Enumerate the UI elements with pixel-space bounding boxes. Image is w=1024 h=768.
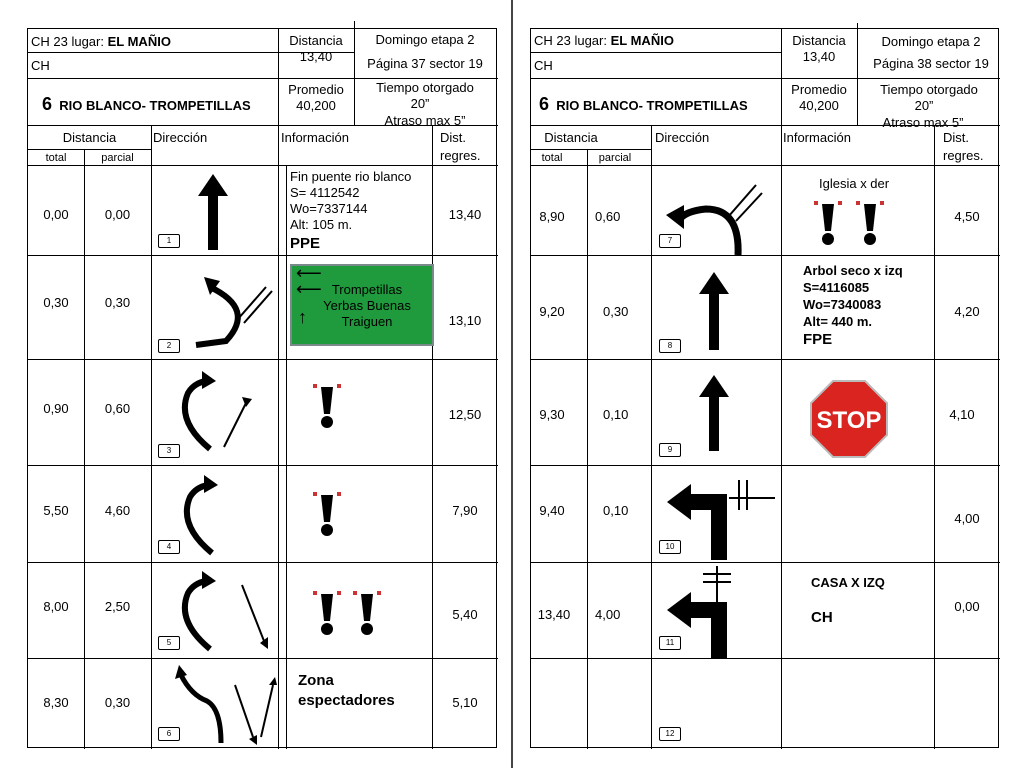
partial-distance: 0,30: [104, 695, 131, 710]
info-bold: CH: [811, 609, 833, 626]
step-number: 8: [659, 339, 681, 353]
remaining-distance: 0,00: [954, 599, 980, 614]
remaining-distance: 13,10: [448, 313, 482, 328]
total-distance: 9,30: [539, 407, 565, 422]
left-arrow-icon: ⟵: [296, 279, 322, 299]
page-sector: Página 37 sector 19: [367, 56, 483, 71]
max-delay: Atraso max 5”: [384, 113, 466, 128]
step-number: 12: [659, 727, 681, 741]
info-bold: FPE: [803, 331, 833, 348]
time-allowed-value: 20”: [410, 96, 430, 111]
caution-icon: [353, 591, 383, 639]
ch-location: CH 23 lugar: EL MAÑIO: [534, 33, 674, 48]
total-distance: 0,90: [43, 401, 69, 416]
hairpin-right-arrow-icon: [176, 571, 276, 656]
winding-road-arrow-icon: [173, 665, 283, 747]
straight-arrow-icon: [699, 375, 729, 453]
col-information: Información: [783, 130, 851, 145]
average-label: Promedio: [288, 82, 344, 97]
col-direction: Dirección: [153, 130, 208, 145]
page-sector: Página 38 sector 19: [873, 56, 989, 71]
distance-value: 13,40: [299, 49, 333, 64]
time-allowed-label: Tiempo otorgado: [376, 80, 474, 95]
ch-label: CH: [534, 58, 553, 73]
col-regres: regres.: [943, 148, 984, 163]
total-distance: 0,00: [43, 207, 69, 222]
step-number: 1: [158, 234, 180, 248]
info-bold: espectadores: [298, 692, 395, 709]
right-curve-arrow-icon: [188, 269, 268, 349]
partial-distance: 4,00: [595, 607, 621, 622]
sign-line: Yerbas Buenas: [323, 298, 411, 313]
stop-sign-text: STOP: [816, 407, 882, 434]
col-total: total: [541, 152, 563, 164]
col-partial: parcial: [101, 152, 134, 164]
page-divider: [511, 0, 513, 768]
distance-label: Distancia: [289, 33, 343, 48]
total-distance: 9,40: [539, 503, 565, 518]
info-line: Alt: 105 m.: [290, 217, 353, 232]
caution-icon: [814, 201, 844, 249]
stage-label: Domingo etapa 2: [881, 34, 981, 49]
remaining-distance: 4,50: [954, 209, 980, 224]
left-arrow-icon: ⟵: [296, 263, 322, 283]
info-line: CASA X IZQ: [811, 575, 885, 590]
total-distance: 13,40: [537, 607, 571, 622]
step-number: 9: [659, 443, 681, 457]
step-number: 5: [158, 636, 180, 650]
step-number: 10: [659, 540, 681, 554]
col-total: total: [45, 152, 67, 164]
sign-line: Trompetillas: [331, 282, 403, 297]
hairpin-right-arrow-icon: [176, 371, 276, 456]
caution-icon: [313, 492, 343, 540]
col-distance: Distancia: [544, 130, 598, 145]
step-number: 4: [158, 540, 180, 554]
col-dist: Dist.: [440, 130, 466, 145]
col-partial: parcial: [598, 152, 632, 164]
left-turn-arrow-icon: [667, 476, 777, 562]
partial-distance: 0,60: [595, 209, 621, 224]
info-line: Wo=7337144: [290, 201, 368, 216]
time-allowed-value: 20”: [914, 98, 934, 113]
time-allowed-label: Tiempo otorgado: [880, 82, 978, 97]
remaining-distance: 4,00: [954, 511, 980, 526]
step-number: 3: [158, 444, 180, 458]
average-value: 40,200: [799, 98, 839, 113]
partial-distance: 0,00: [104, 207, 131, 222]
col-dist: Dist.: [943, 130, 969, 145]
step-number: 7: [659, 234, 681, 248]
step-number: 6: [158, 727, 180, 741]
info-bold: Zona: [298, 672, 334, 689]
total-distance: 5,50: [43, 503, 69, 518]
average-value: 40,200: [296, 98, 336, 113]
total-distance: 0,30: [43, 295, 69, 310]
col-direction: Dirección: [655, 130, 710, 145]
remaining-distance: 4,20: [954, 304, 980, 319]
stop-sign-icon: [811, 381, 887, 457]
ch-location: CH 23 lugar: EL MAÑIO: [31, 34, 171, 49]
route-title: 6 RIO BLANCO- TROMPETILLAS: [42, 94, 251, 114]
info-line: Wo=7340083: [803, 297, 882, 312]
info-line: Iglesia x der: [819, 176, 890, 191]
distance-value: 13,40: [802, 49, 836, 64]
col-regres: regres.: [440, 148, 481, 163]
partial-distance: 0,10: [603, 407, 629, 422]
stage-label: Domingo etapa 2: [375, 32, 475, 47]
step-number: 2: [158, 339, 180, 353]
col-information: Información: [281, 130, 349, 145]
partial-distance: 0,10: [603, 503, 629, 518]
remaining-distance: 5,40: [452, 607, 478, 622]
route-title: 6 RIO BLANCO- TROMPETILLAS: [539, 94, 748, 114]
info-line: S= 4112542: [290, 185, 360, 200]
roadbook-page-right: [530, 28, 999, 748]
info-line: S=4116085: [803, 280, 870, 295]
direction-sign: [290, 264, 434, 346]
caution-icon: [856, 201, 886, 249]
up-arrow-icon: ↑: [298, 307, 307, 327]
info-line: Alt= 440 m.: [803, 314, 873, 329]
roadbook-page-left: [27, 28, 497, 748]
partial-distance: 4,60: [104, 503, 131, 518]
partial-distance: 0,30: [104, 295, 131, 310]
remaining-distance: 4,10: [949, 407, 975, 422]
max-delay: Atraso max 5”: [882, 115, 964, 130]
remaining-distance: 5,10: [452, 695, 478, 710]
total-distance: 8,00: [43, 599, 69, 614]
total-distance: 8,30: [43, 695, 69, 710]
caution-icon: [313, 591, 343, 639]
distance-label: Distancia: [792, 33, 846, 48]
sign-line: Traiguen: [341, 314, 393, 329]
partial-distance: 2,50: [104, 599, 131, 614]
partial-distance: 0,60: [104, 401, 131, 416]
hairpin-right-arrow-icon: [178, 475, 248, 560]
col-distance: Distancia: [62, 130, 117, 145]
average-label: Promedio: [791, 82, 847, 97]
straight-arrow-icon: [699, 272, 729, 352]
remaining-distance: 13,40: [448, 207, 482, 222]
straight-arrow-icon: [198, 174, 228, 254]
remaining-distance: 7,90: [452, 503, 478, 518]
step-number: 11: [659, 636, 681, 650]
info-bold: PPE: [290, 235, 321, 252]
info-line: Fin puente rio blanco: [290, 169, 412, 184]
total-distance: 8,90: [539, 209, 565, 224]
partial-distance: 0,30: [603, 304, 629, 319]
remaining-distance: 12,50: [448, 407, 482, 422]
caution-icon: [313, 384, 343, 432]
ch-label: CH: [31, 58, 50, 73]
total-distance: 9,20: [539, 304, 565, 319]
left-turn-arrow-icon: [667, 566, 767, 660]
info-line: Arbol seco x izq: [803, 263, 903, 278]
